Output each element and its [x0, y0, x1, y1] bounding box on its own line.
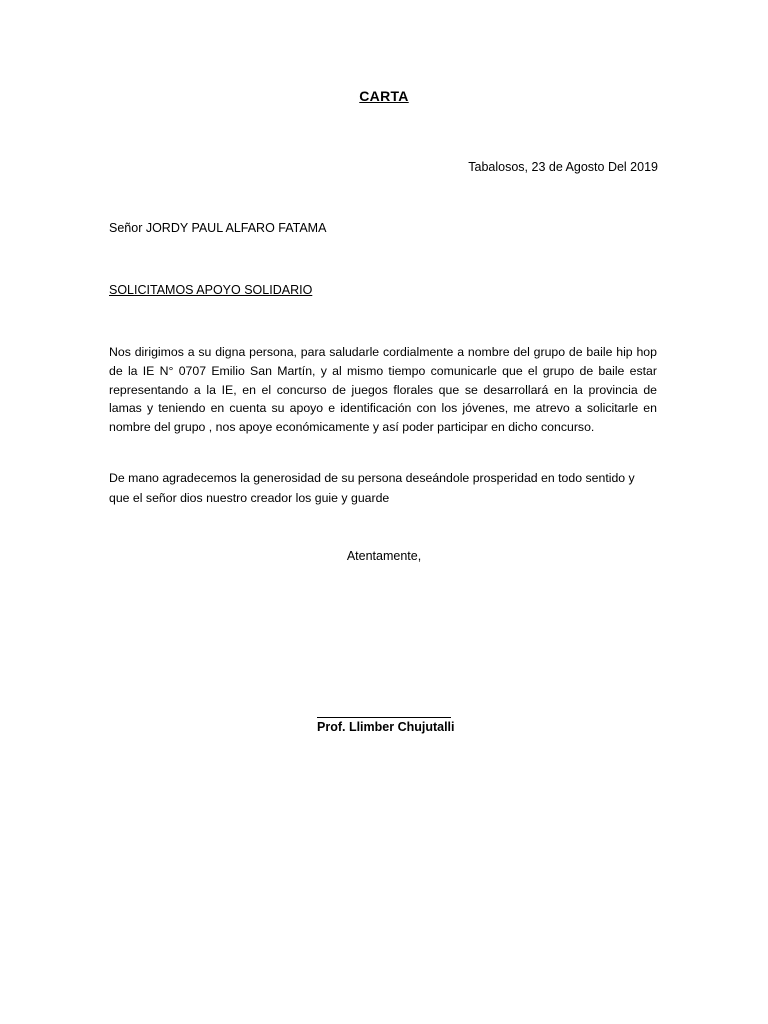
signer-name: Prof. Llimber Chujutalli — [317, 720, 455, 734]
place-and-date: Tabalosos, 23 de Agosto Del 2019 — [468, 160, 658, 174]
body-paragraph-1: Nos dirigimos a su digna persona, para saludarle cordialmente a nombre del grupo de baile hip hop de la IE N° 0707 Emilio San Martín, y al mismo tiempo comunicarle que el grupo de baile estar representando a la IE, en el concurso de juegos florales que se desarrollará en la provincia de lamas y teniendo en cuenta su apoyo e identificación con los jóvenes, me atrevo a solicitarle en nombre del grupo , nos apoye económicamente y así poder participar en dicho concurso. — [109, 345, 657, 435]
recipient-line: Señor JORDY PAUL ALFARO FATAMA — [109, 221, 327, 235]
closing-salutation: Atentamente, — [346, 549, 422, 563]
body-paragraph-2: De mano agradecemos la generosidad de su persona deseándole prosperidad en todo sentido y que el señor dios nuestro creador los guie y guarde — [109, 471, 635, 505]
subject-line: SOLICITAMOS APOYO SOLIDARIO — [109, 283, 313, 297]
letter-title: CARTA — [359, 88, 409, 104]
signature-line — [317, 717, 451, 718]
